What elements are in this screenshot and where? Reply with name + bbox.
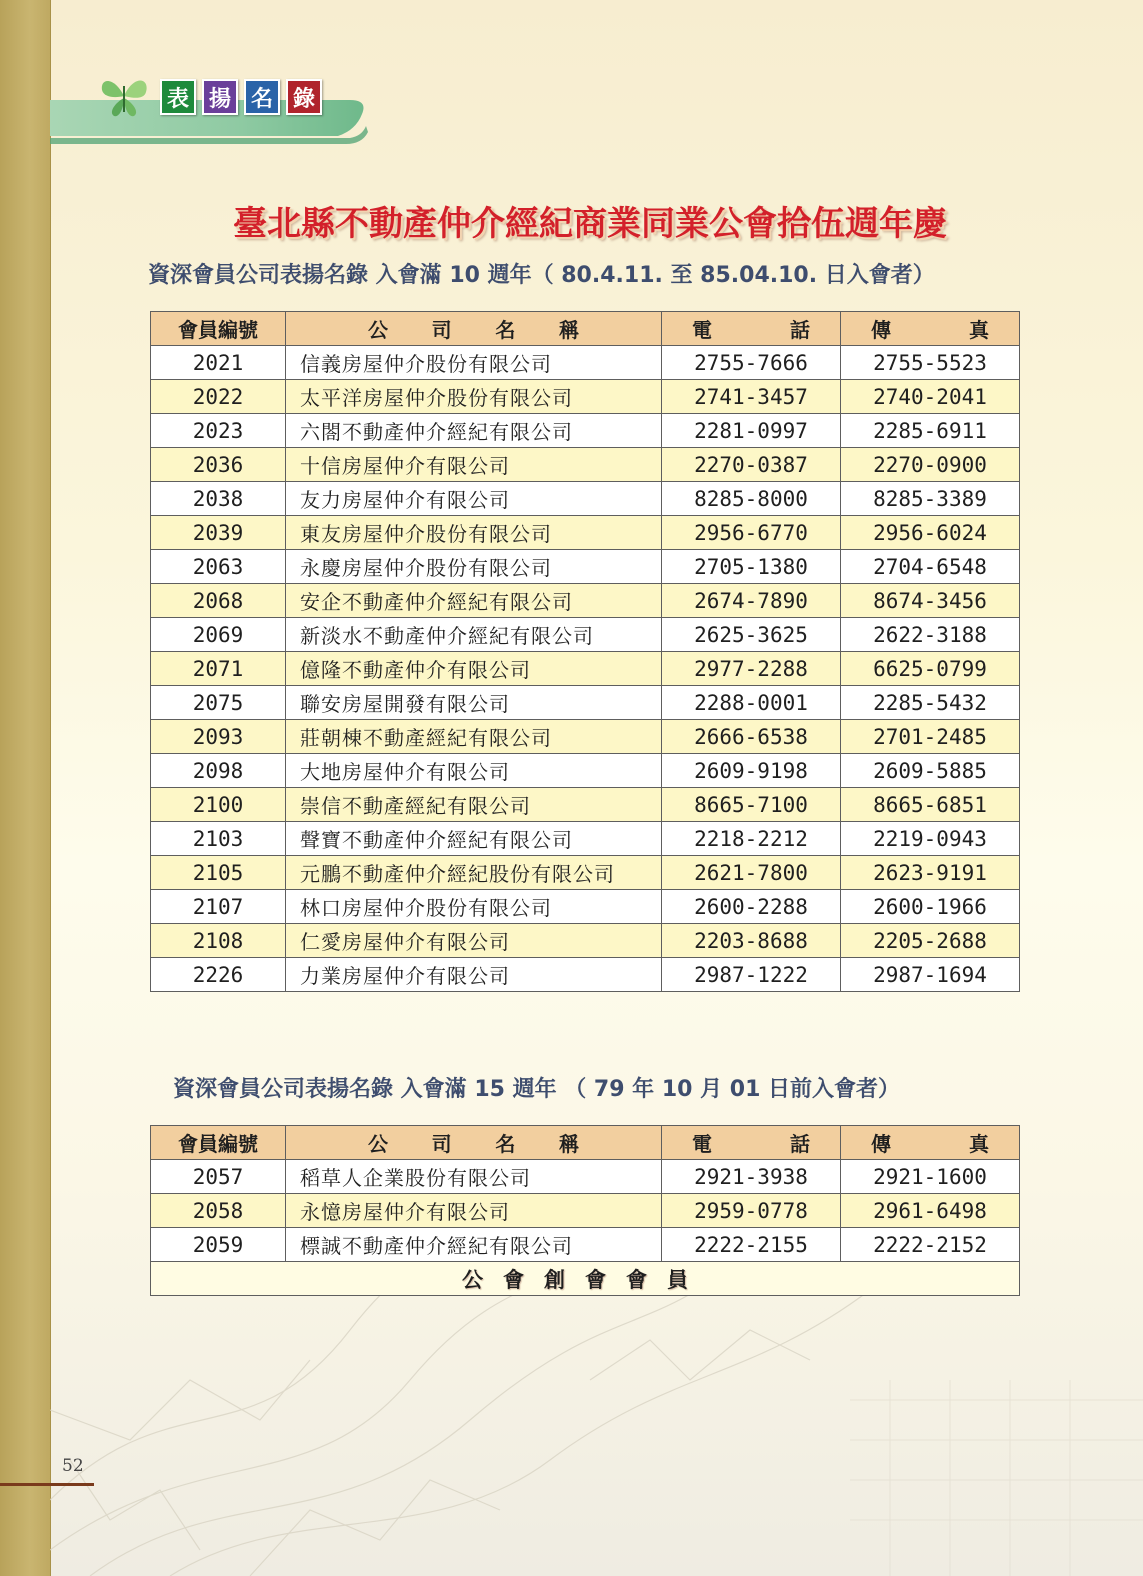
- phone-cell: 2956-6770: [662, 516, 841, 550]
- table-row: [151, 584, 1020, 618]
- fax-cell: 2205-2688: [841, 924, 1020, 958]
- fax-cell: 2609-5885: [841, 754, 1020, 788]
- member-id-cell: 2107: [151, 890, 286, 924]
- fax-cell: 2270-0900: [841, 448, 1020, 482]
- table-row: [151, 822, 1020, 856]
- phone-cell: 2222-2155: [662, 1228, 841, 1262]
- company-name-cell: 安企不動產仲介經紀有限公司: [286, 584, 662, 618]
- table-header-row: [151, 1126, 1020, 1160]
- member-id-cell: 2093: [151, 720, 286, 754]
- header-char: 傳: [871, 1132, 891, 1156]
- header-char: 稱: [558, 1132, 579, 1156]
- member-id-cell: 2039: [151, 516, 286, 550]
- page-title: 臺北縣不動產仲介經紀商業同業公會拾伍週年慶: [233, 204, 947, 244]
- table-row: [151, 652, 1020, 686]
- fax-cell: 2921-1600: [841, 1160, 1020, 1194]
- member-id-cell: 2075: [151, 686, 286, 720]
- section-badge: 表: [160, 79, 196, 115]
- section-badge: 揚: [202, 79, 238, 115]
- table-row: [151, 346, 1020, 380]
- company-name-cell: 東友房屋仲介股份有限公司: [286, 516, 662, 550]
- header-char: 司: [431, 1132, 452, 1156]
- section-badges: [160, 79, 322, 115]
- phone-cell: 2666-6538: [662, 720, 841, 754]
- header-char: 司: [431, 318, 452, 342]
- member-id-cell: 2038: [151, 482, 286, 516]
- company-name-cell: 永憶房屋仲介有限公司: [286, 1194, 662, 1228]
- fax-cell: 2219-0943: [841, 822, 1020, 856]
- column-header-tel: [662, 312, 841, 346]
- column-header-fax: [841, 1126, 1020, 1160]
- phone-cell: 2959-0778: [662, 1194, 841, 1228]
- table-row: [151, 448, 1020, 482]
- fax-cell: 8674-3456: [841, 584, 1020, 618]
- company-name-cell: 億隆不動產仲介有限公司: [286, 652, 662, 686]
- phone-cell: 2705-1380: [662, 550, 841, 584]
- company-name-cell: 稻草人企業股份有限公司: [286, 1160, 662, 1194]
- fax-cell: 2623-9191: [841, 856, 1020, 890]
- fax-cell: 2622-3188: [841, 618, 1020, 652]
- table-row: [151, 856, 1020, 890]
- company-name-cell: 聯安房屋開發有限公司: [286, 686, 662, 720]
- fax-cell: 2961-6498: [841, 1194, 1020, 1228]
- table-row: [151, 1160, 1020, 1194]
- header-char: 公: [368, 1132, 388, 1156]
- phone-cell: 2218-2212: [662, 822, 841, 856]
- member-id-cell: 2108: [151, 924, 286, 958]
- fax-cell: 2285-6911: [841, 414, 1020, 448]
- company-name-cell: 崇信不動產經紀有限公司: [286, 788, 662, 822]
- founders-row: [151, 1262, 1020, 1296]
- fax-cell: 2987-1694: [841, 958, 1020, 992]
- member-id-cell: 2226: [151, 958, 286, 992]
- header-char: 傳: [871, 318, 891, 342]
- table-row: [151, 516, 1020, 550]
- member-id-cell: 2063: [151, 550, 286, 584]
- company-name-cell: 大地房屋仲介有限公司: [286, 754, 662, 788]
- table-row: [151, 754, 1020, 788]
- company-name-cell: 新淡水不動產仲介經紀有限公司: [286, 618, 662, 652]
- header-char: 真: [969, 1132, 989, 1156]
- subtitle-15-year: 資深會員公司表揚名錄 入會滿 15 週年 （ 79 年 10 月 01 日前入會者）: [173, 1077, 901, 1102]
- table-row: [151, 890, 1020, 924]
- member-id-cell: 2098: [151, 754, 286, 788]
- company-name-cell: 信義房屋仲介股份有限公司: [286, 346, 662, 380]
- company-name-cell: 林口房屋仲介股份有限公司: [286, 890, 662, 924]
- table-row: [151, 788, 1020, 822]
- table-header-row: [151, 312, 1020, 346]
- member-id-cell: 2057: [151, 1160, 286, 1194]
- table-row: [151, 550, 1020, 584]
- phone-cell: 2625-3625: [662, 618, 841, 652]
- column-header-id: 會員編號: [151, 312, 286, 346]
- section-badge: 名: [244, 79, 280, 115]
- fax-cell: 8665-6851: [841, 788, 1020, 822]
- member-id-cell: 2069: [151, 618, 286, 652]
- company-name-cell: 友力房屋仲介有限公司: [286, 482, 662, 516]
- company-name-cell: 六閤不動產仲介經紀有限公司: [286, 414, 662, 448]
- table-row: [151, 720, 1020, 754]
- phone-cell: 2987-1222: [662, 958, 841, 992]
- member-id-cell: 2100: [151, 788, 286, 822]
- table-row: [151, 1194, 1020, 1228]
- company-name-cell: 力業房屋仲介有限公司: [286, 958, 662, 992]
- phone-cell: 2600-2288: [662, 890, 841, 924]
- member-id-cell: 2068: [151, 584, 286, 618]
- member-id-cell: 2036: [151, 448, 286, 482]
- header-char: 電: [692, 318, 712, 342]
- table-row: [151, 414, 1020, 448]
- fax-cell: 2755-5523: [841, 346, 1020, 380]
- phone-cell: 8285-8000: [662, 482, 841, 516]
- members-15-year-table: [150, 1125, 1020, 1296]
- column-header-tel: [662, 1126, 841, 1160]
- subtitle-10-year: 資深會員公司表揚名錄 入會滿 10 週年（ 80.4.11. 至 85.04.10. 日入會者）: [148, 263, 935, 288]
- column-header-fax: [841, 312, 1020, 346]
- header-char: 名: [495, 1132, 516, 1156]
- table-row: [151, 1228, 1020, 1262]
- founders-label: 公會創會會員: [151, 1262, 1020, 1296]
- fax-cell: 6625-0799: [841, 652, 1020, 686]
- header-char: 真: [969, 318, 989, 342]
- fax-cell: 2285-5432: [841, 686, 1020, 720]
- butterfly-icon: [96, 72, 152, 120]
- company-name-cell: 十信房屋仲介有限公司: [286, 448, 662, 482]
- member-id-cell: 2023: [151, 414, 286, 448]
- phone-cell: 2621-7800: [662, 856, 841, 890]
- table-row: [151, 380, 1020, 414]
- phone-cell: 2741-3457: [662, 380, 841, 414]
- left-margin-bar: [0, 0, 51, 1576]
- fax-cell: 2600-1966: [841, 890, 1020, 924]
- phone-cell: 2288-0001: [662, 686, 841, 720]
- members-10-year-table: [150, 311, 1020, 992]
- table-row: [151, 924, 1020, 958]
- fax-cell: 2704-6548: [841, 550, 1020, 584]
- header-char: 話: [790, 1132, 810, 1156]
- phone-cell: 2281-0997: [662, 414, 841, 448]
- fax-cell: 2701-2485: [841, 720, 1020, 754]
- phone-cell: 8665-7100: [662, 788, 841, 822]
- header-char: 話: [790, 318, 810, 342]
- header-char: 電: [692, 1132, 712, 1156]
- member-id-cell: 2103: [151, 822, 286, 856]
- phone-cell: 2270-0387: [662, 448, 841, 482]
- phone-cell: 2203-8688: [662, 924, 841, 958]
- column-header-id: 會員編號: [151, 1126, 286, 1160]
- fax-cell: 2740-2041: [841, 380, 1020, 414]
- member-id-cell: 2105: [151, 856, 286, 890]
- company-name-cell: 永慶房屋仲介股份有限公司: [286, 550, 662, 584]
- member-id-cell: 2021: [151, 346, 286, 380]
- header-char: 公: [368, 318, 388, 342]
- phone-cell: 2921-3938: [662, 1160, 841, 1194]
- column-header-name: [286, 312, 662, 346]
- table-row: [151, 482, 1020, 516]
- table-row: [151, 618, 1020, 652]
- phone-cell: 2755-7666: [662, 346, 841, 380]
- page-number: 52: [62, 1456, 84, 1476]
- phone-cell: 2609-9198: [662, 754, 841, 788]
- header-char: 名: [495, 318, 516, 342]
- table-row: [151, 686, 1020, 720]
- phone-cell: 2674-7890: [662, 584, 841, 618]
- fax-cell: 2956-6024: [841, 516, 1020, 550]
- company-name-cell: 仁愛房屋仲介有限公司: [286, 924, 662, 958]
- member-id-cell: 2071: [151, 652, 286, 686]
- member-id-cell: 2058: [151, 1194, 286, 1228]
- company-name-cell: 元鵬不動產仲介經紀股份有限公司: [286, 856, 662, 890]
- table-row: [151, 958, 1020, 992]
- company-name-cell: 太平洋房屋仲介股份有限公司: [286, 380, 662, 414]
- company-name-cell: 聲寶不動產仲介經紀有限公司: [286, 822, 662, 856]
- company-name-cell: 莊朝棟不動產經紀有限公司: [286, 720, 662, 754]
- header-char: 稱: [558, 318, 579, 342]
- fax-cell: 2222-2152: [841, 1228, 1020, 1262]
- phone-cell: 2977-2288: [662, 652, 841, 686]
- member-id-cell: 2022: [151, 380, 286, 414]
- member-id-cell: 2059: [151, 1228, 286, 1262]
- column-header-name: [286, 1126, 662, 1160]
- company-name-cell: 標誠不動產仲介經紀有限公司: [286, 1228, 662, 1262]
- fax-cell: 8285-3389: [841, 482, 1020, 516]
- page-number-rule: [0, 1483, 94, 1486]
- section-badge: 錄: [286, 79, 322, 115]
